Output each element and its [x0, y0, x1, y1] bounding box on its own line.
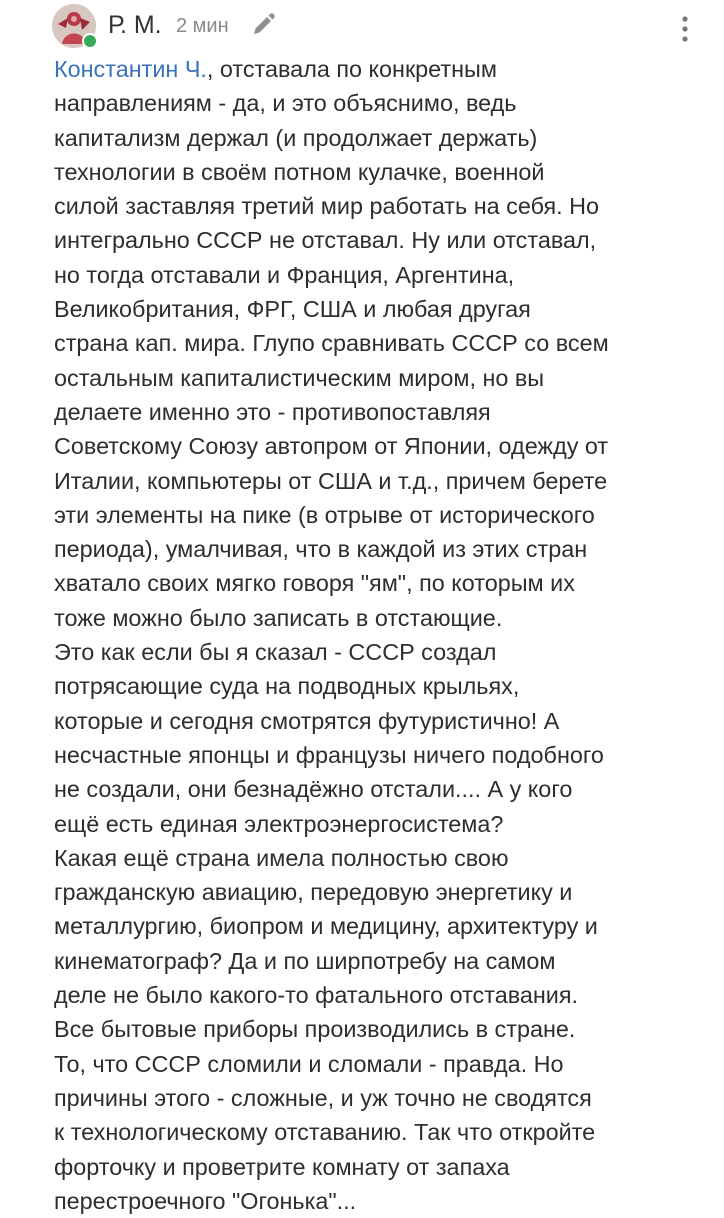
- comment-line: направлениям - да, и это объяснимо, ведь: [54, 90, 517, 117]
- comment-header: [52, 4, 712, 46]
- comment-line: Италии, компьютеры от США и т.д., причем берете: [54, 467, 608, 494]
- comment-line: То, что СССР сломили и сломали - правда. Но: [54, 1050, 564, 1077]
- comment-line: остальным капиталистическим миром, но вы: [54, 364, 545, 391]
- comment-line: технологии в своём потном кулачке, военной: [54, 158, 545, 185]
- comment-line: причины этого - сложные, и уж точно не сводятся: [54, 1084, 592, 1111]
- comment-line: к технологическому отставанию. Так что откройте: [54, 1119, 596, 1146]
- comment-line: силой заставляя третий мир работать на себя. Но: [54, 193, 600, 220]
- comment-line: капитализм держал (и продолжает держать): [54, 124, 538, 151]
- comment-line: интегрально СССР не отставал. Ну или отставал,: [54, 227, 597, 254]
- online-status-icon: [82, 33, 98, 49]
- comment-text-fragment: , отставала по конкретным: [206, 56, 497, 82]
- comment-line: Все бытовые приборы производились в стране.: [54, 1016, 576, 1043]
- comment-time: 2 мин: [176, 15, 229, 37]
- pencil-icon[interactable]: [250, 12, 276, 38]
- comment-line: потрясающие суда на подводных крыльях,: [54, 673, 520, 700]
- more-vertical-icon[interactable]: [670, 14, 700, 44]
- comment-line: перестроечного "Огонька"...: [54, 1187, 357, 1214]
- comment-line: деле не было какого-то фатального отставания.: [54, 982, 579, 1009]
- comment-line: Какая ещё страна имела полностью свою: [54, 844, 509, 871]
- comment-line: форточку и проветрите комнату от запаха: [54, 1153, 510, 1180]
- comment-line: эти элементы на пике (в отрыве от исторического: [54, 501, 595, 528]
- comment-line: металлургию, биопром и медицину, архитектуру и: [54, 913, 598, 940]
- comment-line: страна кап. мира. Глупо сравнивать СССР со всем: [54, 330, 609, 357]
- comment-line: но тогда отставали и Франция, Аргентина,: [54, 261, 515, 288]
- comment-line: Великобритания, ФРГ, США и любая другая: [54, 296, 531, 323]
- mention-link[interactable]: Константин Ч.: [54, 56, 207, 82]
- comment-line: делаете именно это - противопоставляя: [54, 398, 491, 425]
- comment-line: кинематограф? Да и по ширпотребу на самом: [54, 947, 556, 974]
- comment-line: ещё есть единая электроэнергосистема?: [54, 810, 504, 837]
- comment-line: Советскому Союзу автопром от Японии, одежду от: [54, 433, 609, 460]
- comment-line: периода), умалчивая, что в каждой из этих стран: [54, 536, 588, 563]
- comment-line: хватало своих мягко говоря "ям", по которым их: [54, 570, 575, 597]
- comment-line: несчастные японцы и французы ничего подобного: [54, 741, 604, 768]
- comment-line: не создали, они безнадёжно отстали.... А у кого: [54, 776, 573, 803]
- comment-line: тоже можно было записать в отстающие.: [54, 604, 503, 631]
- comment-line: [54, 52, 718, 86]
- comment-author[interactable]: Р. М.: [108, 11, 162, 39]
- comment-line: гражданскую авиацию, передовую энергетику и: [54, 879, 573, 906]
- comment-line: которые и сегодня смотрятся футуристично! А: [54, 707, 560, 734]
- comment-line: Это как если бы я сказал - СССР создал: [54, 639, 497, 666]
- comment-text: [54, 52, 718, 1218]
